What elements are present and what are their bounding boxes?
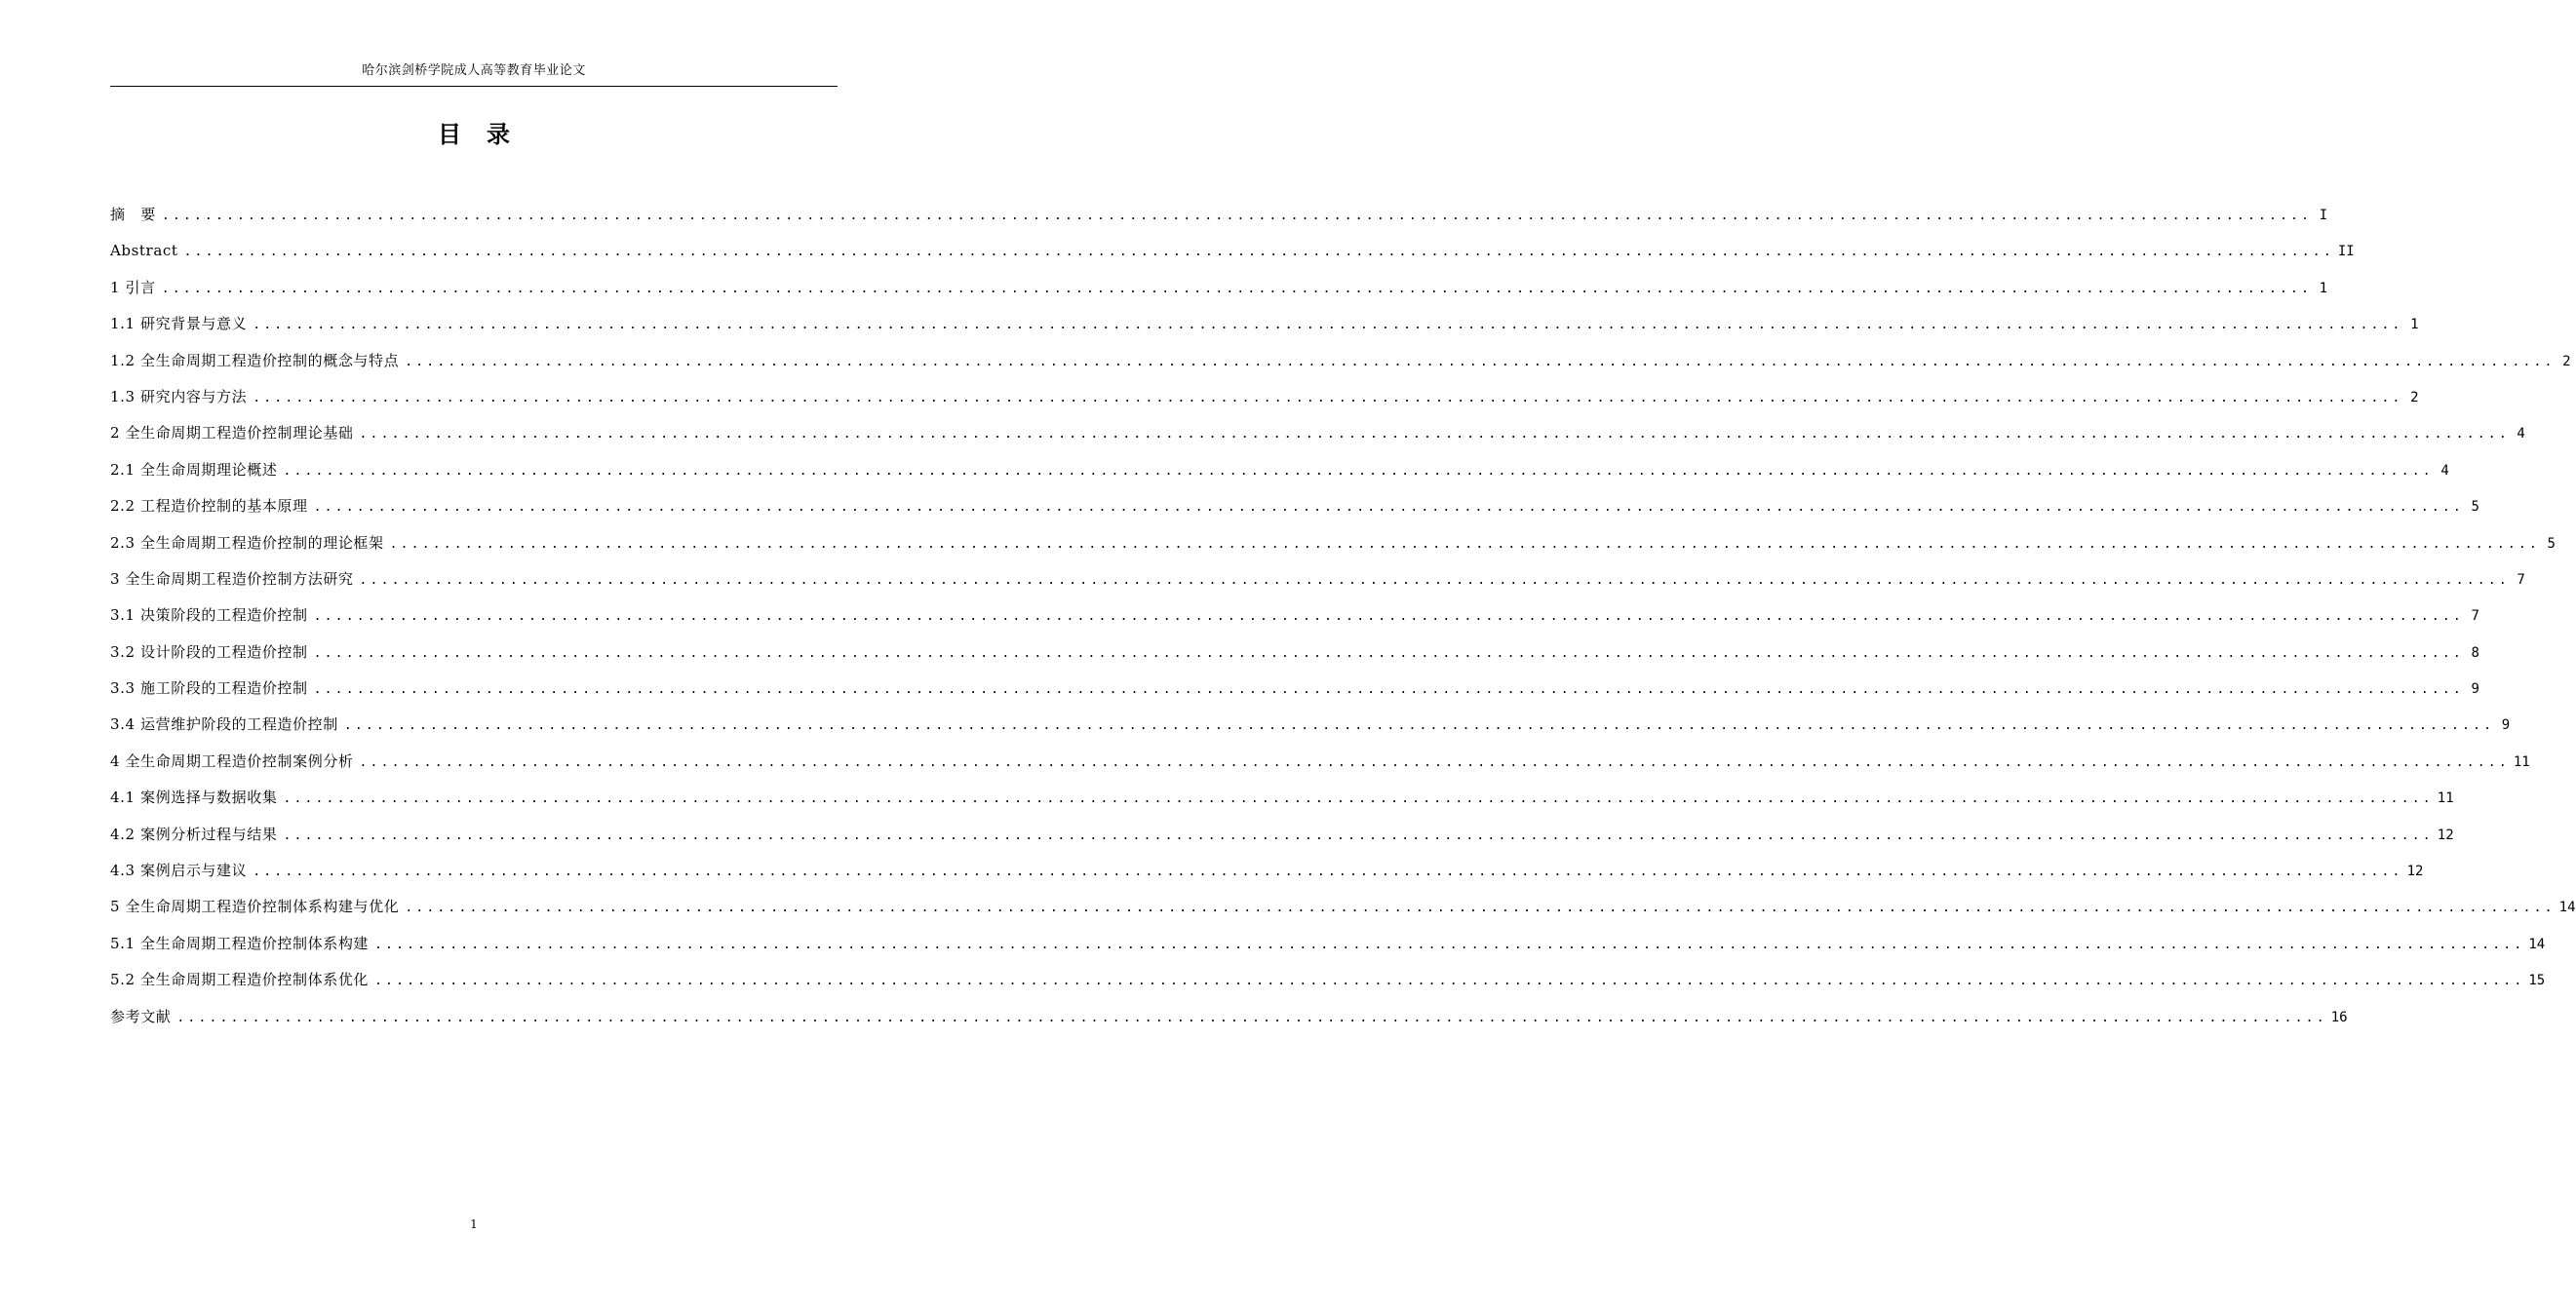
toc-leader-dots: ........................................................................................................................................................................................................ <box>405 901 2556 916</box>
toc-entry[interactable] <box>110 999 2348 1035</box>
toc-entry-page: 11 <box>2437 790 2454 807</box>
toc-entry-label: 3.4 运营维护阶段的工程造价控制 <box>110 715 338 734</box>
toc-entry[interactable] <box>110 561 2525 597</box>
toc-entry-page: 8 <box>2471 644 2479 661</box>
toc-entry[interactable] <box>110 744 2530 780</box>
toc-entry-page: 5 <box>2547 535 2556 552</box>
toc-leader-dots: ........................................................................................................................................................................................................ <box>253 865 2403 880</box>
toc-entry-page: 7 <box>2517 571 2525 588</box>
toc-entry-page: 5 <box>2471 499 2479 516</box>
toc-leader-dots: ........................................................................................................................................................................................................ <box>283 791 2434 807</box>
toc-entry-label: 摘 要 <box>110 206 156 223</box>
page-number: 1 <box>470 1217 478 1231</box>
toc-entry-label: 1 引言 <box>110 278 156 296</box>
toc-entry-page: 1 <box>2319 280 2328 296</box>
toc-entry[interactable] <box>110 707 2511 743</box>
toc-entry-page: 7 <box>2471 608 2479 625</box>
toc-entry-label: 参考文献 <box>110 1007 172 1025</box>
toc-leader-dots: ........................................................................................................................................................................................................ <box>183 245 2334 260</box>
toc-entry[interactable] <box>110 306 2419 342</box>
toc-entry[interactable] <box>110 597 2479 634</box>
toc-entry-page: 12 <box>2406 864 2424 880</box>
toc-entry-page: 14 <box>2558 900 2576 916</box>
toc-leader-dots: ........................................................................................................................................................................................................ <box>161 209 2313 223</box>
toc-entry-label: 3.2 设计阶段的工程造价控制 <box>110 642 308 661</box>
toc-entry-page: 4 <box>2517 426 2525 443</box>
toc-entry-page: 9 <box>2471 681 2479 698</box>
toc-entry[interactable] <box>110 197 2328 233</box>
toc-entry[interactable] <box>110 343 2571 379</box>
toc-entry-label: 4.3 案例启示与建议 <box>110 862 248 880</box>
toc-entry-label: 3.1 决策阶段的工程造价控制 <box>110 606 308 625</box>
toc-leader-dots: ........................................................................................................................................................................................................ <box>405 354 2556 369</box>
toc-entry-label: 2.1 全生命周期理论概述 <box>110 460 278 479</box>
toc-entry-label: 3 全生命周期工程造价控制方法研究 <box>110 569 354 588</box>
toc-leader-dots: ........................................................................................................................................................................................................ <box>253 390 2403 405</box>
toc-entry[interactable] <box>110 635 2479 671</box>
toc-entry-label: 4.1 案例选择与数据收集 <box>110 789 278 807</box>
toc-leader-dots: ........................................................................................................................................................................................................ <box>283 828 2434 843</box>
toc-entry[interactable] <box>110 817 2454 853</box>
toc-entry-label: Abstract <box>110 242 178 260</box>
toc-entry[interactable] <box>110 379 2419 415</box>
toc-leader-dots: ........................................................................................................................................................................................................ <box>161 281 2313 296</box>
toc-entry-label: 5.1 全生命周期工程造价控制体系构建 <box>110 934 370 952</box>
toc-leader-dots: ........................................................................................................................................................................................................ <box>313 682 2464 698</box>
toc-entry-page: 4 <box>2440 462 2449 479</box>
toc-leader-dots: ........................................................................................................................................................................................................ <box>359 427 2510 443</box>
toc-entry[interactable] <box>110 889 2576 925</box>
toc-entry-label: 1.3 研究内容与方法 <box>110 387 248 405</box>
toc-leader-dots: ........................................................................................................................................................................................................ <box>374 937 2525 952</box>
toc-entry[interactable] <box>110 853 2424 889</box>
toc-entry-label: 1.2 全生命周期工程造价控制的概念与特点 <box>110 351 400 369</box>
toc-entry[interactable] <box>110 525 2556 561</box>
toc-entry[interactable] <box>110 671 2479 707</box>
toc-entry-page: 1 <box>2410 317 2419 333</box>
toc-leader-dots: ........................................................................................................................................................................................................ <box>374 974 2525 989</box>
toc-entry[interactable] <box>110 452 2449 488</box>
toc-leader-dots: ........................................................................................................................................................................................................ <box>283 463 2434 479</box>
toc-leader-dots: ........................................................................................................................................................................................................ <box>343 718 2495 734</box>
toc-entry-page: 14 <box>2528 936 2546 952</box>
running-header: 哈尔滨剑桥学院成人高等教育毕业论文 <box>362 63 586 78</box>
header-divider <box>110 86 838 87</box>
toc-entry-page: 15 <box>2528 973 2546 989</box>
toc-leader-dots: ........................................................................................................................................................................................................ <box>359 572 2510 588</box>
toc-entry-label: 4.2 案例分析过程与结果 <box>110 825 278 843</box>
toc-entry[interactable] <box>110 488 2479 524</box>
toc-entry-page: 16 <box>2330 1009 2348 1025</box>
toc-entry-page: I <box>2319 208 2328 223</box>
toc-entry-label: 2.3 全生命周期工程造价控制的理论框架 <box>110 533 384 552</box>
toc-leader-dots: ........................................................................................................................................................................................................ <box>359 754 2510 770</box>
table-of-contents <box>110 197 2576 1035</box>
toc-leader-dots: ........................................................................................................................................................................................................ <box>313 645 2464 661</box>
toc-leader-dots: ........................................................................................................................................................................................................ <box>253 318 2403 333</box>
toc-entry-label: 1.1 研究背景与意义 <box>110 315 248 333</box>
toc-entry-label: 4 全生命周期工程造价控制案例分析 <box>110 751 354 770</box>
toc-entry[interactable] <box>110 415 2525 451</box>
toc-leader-dots: ........................................................................................................................................................................................................ <box>313 500 2464 516</box>
toc-entry-page: 2 <box>2562 353 2571 369</box>
toc-leader-dots: ........................................................................................................................................................................................................ <box>313 609 2464 625</box>
toc-entry-page: 11 <box>2513 753 2530 770</box>
toc-entry-page: 2 <box>2410 389 2419 405</box>
toc-leader-dots: ........................................................................................................................................................................................................ <box>389 536 2540 552</box>
toc-entry-label: 2.2 工程造价控制的基本原理 <box>110 497 308 516</box>
toc-entry-label: 3.3 施工阶段的工程造价控制 <box>110 679 308 698</box>
toc-entry[interactable] <box>110 780 2454 816</box>
toc-entry-label: 5 全生命周期工程造价控制体系构建与优化 <box>110 898 400 916</box>
toc-entry[interactable] <box>110 270 2328 306</box>
toc-entry-page: 9 <box>2501 717 2511 734</box>
toc-entry[interactable] <box>110 926 2546 962</box>
toc-entry[interactable] <box>110 233 2355 269</box>
toc-entry-page: 12 <box>2437 827 2454 843</box>
toc-leader-dots: ........................................................................................................................................................................................................ <box>176 1010 2327 1025</box>
page-title: 目录 <box>438 121 535 148</box>
toc-entry-page: II <box>2337 244 2355 260</box>
toc-entry-label: 5.2 全生命周期工程造价控制体系优化 <box>110 971 370 989</box>
toc-entry-label: 2 全生命周期工程造价控制理论基础 <box>110 424 354 443</box>
toc-entry[interactable] <box>110 962 2546 998</box>
